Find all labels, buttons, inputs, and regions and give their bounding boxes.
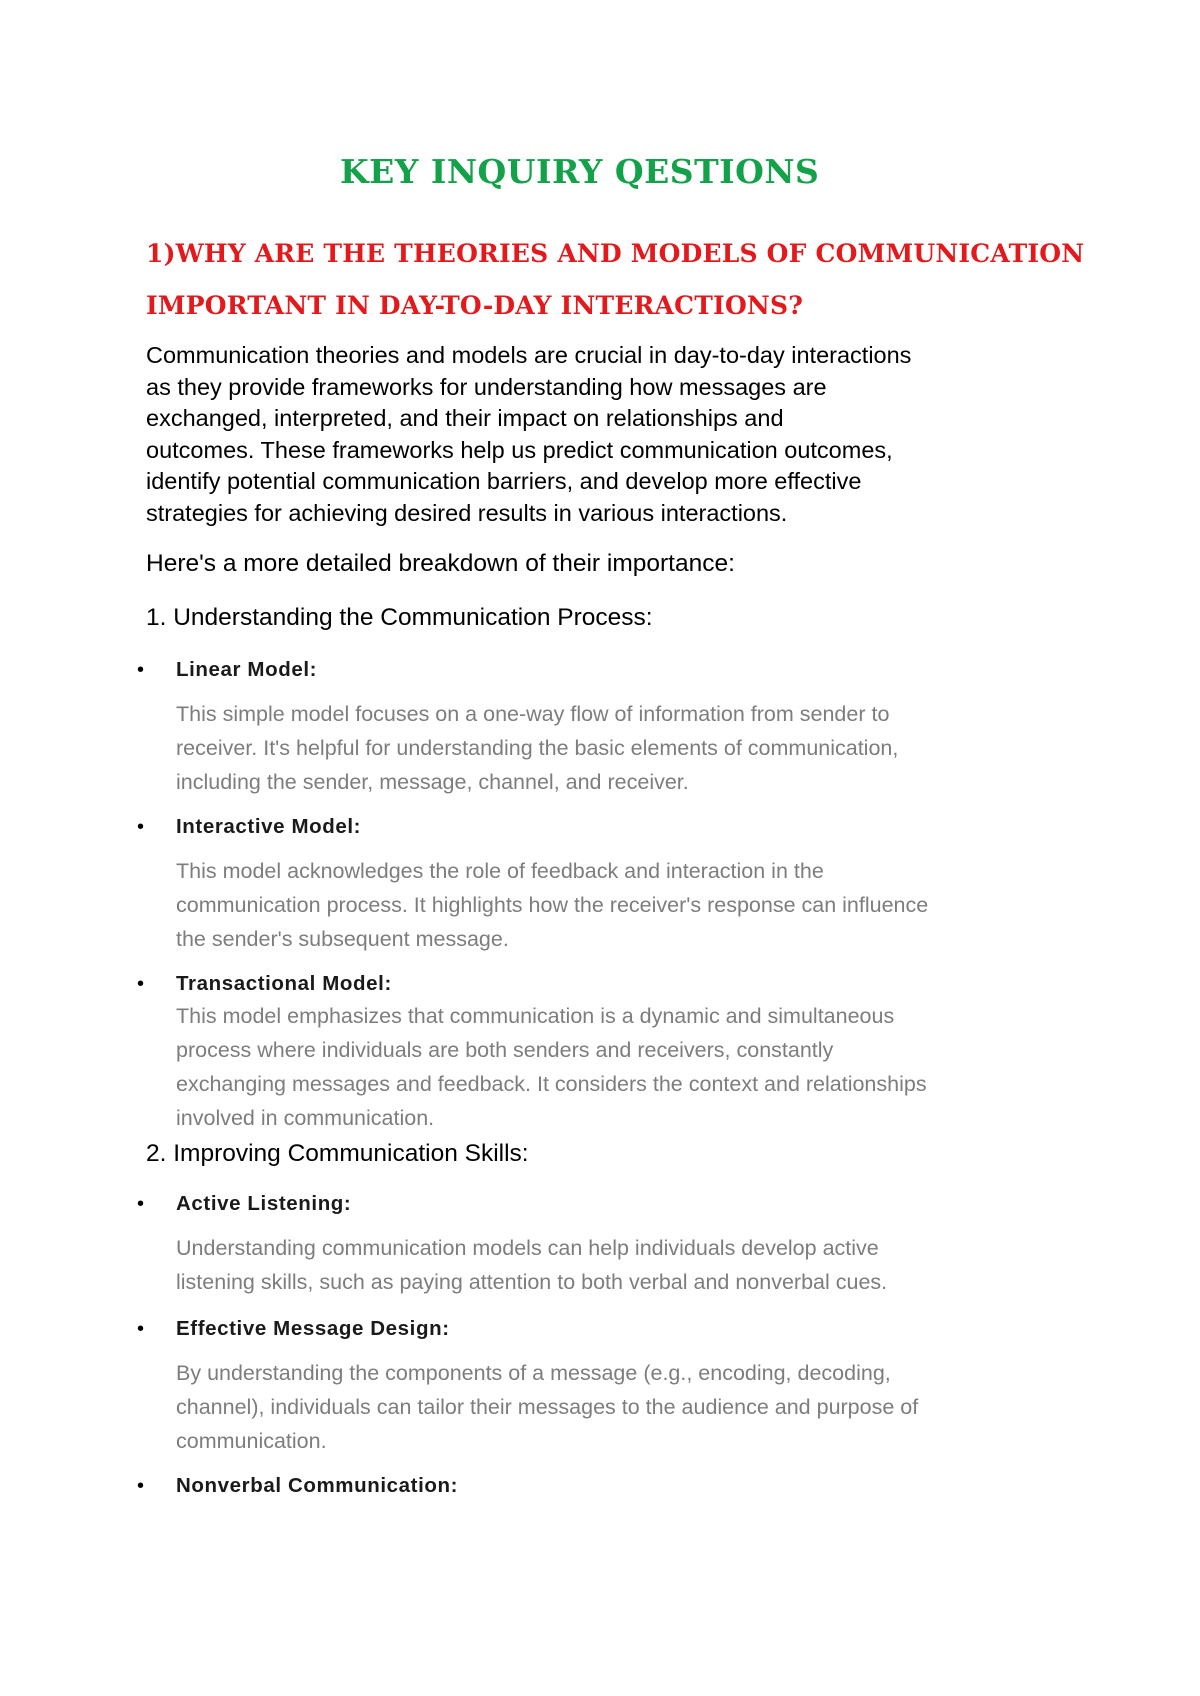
question-line: 1)WHY ARE THE THEORIES AND MODELS OF COMMUNICATION xyxy=(146,239,1085,268)
question-heading xyxy=(146,228,1085,332)
intro-line: exchanged, interpreted, and their impact on relationships and xyxy=(146,405,784,431)
document-title: KEY INQUIRY QESTIONS xyxy=(340,152,820,191)
item-line: the sender's subsequent message. xyxy=(176,927,509,951)
item-label: Transactional Model: xyxy=(176,972,392,995)
bullet-icon: • xyxy=(137,973,145,995)
item-label: Interactive Model: xyxy=(176,815,362,838)
item-line: exchanging messages and feedback. It considers the context and relationships xyxy=(176,1072,927,1096)
item-line: listening skills, such as paying attention to both verbal and nonverbal cues. xyxy=(176,1270,888,1294)
intro-paragraph xyxy=(146,340,1076,529)
section-heading: 1. Understanding the Communication Process: xyxy=(146,604,653,631)
item-description xyxy=(176,1231,1076,1299)
bullet-icon: • xyxy=(137,659,145,681)
item-line: Understanding communication models can help individuals develop active xyxy=(176,1236,879,1260)
item-line: involved in communication. xyxy=(176,1106,435,1130)
bullet-icon: • xyxy=(137,816,145,838)
item-line: channel), individuals can tailor their messages to the audience and purpose of xyxy=(176,1395,919,1419)
section-heading: 2. Improving Communication Skills: xyxy=(146,1140,529,1167)
bullet-icon: • xyxy=(137,1475,145,1497)
item-label: Effective Message Design: xyxy=(176,1317,450,1340)
intro-line: identify potential communication barriers, and develop more effective xyxy=(146,468,862,494)
item-line: communication. xyxy=(176,1429,327,1453)
item-description xyxy=(176,999,1076,1135)
item-description xyxy=(176,697,1076,799)
item-line: receiver. It's helpful for understanding the basic elements of communication, xyxy=(176,736,899,760)
bullet-icon: • xyxy=(137,1318,145,1340)
intro-line: Communication theories and models are crucial in day-to-day interactions xyxy=(146,342,912,368)
item-line: process where individuals are both senders and receivers, constantly xyxy=(176,1038,834,1062)
item-label: Linear Model: xyxy=(176,658,318,681)
bullet-icon: • xyxy=(137,1193,145,1215)
item-line: This simple model focuses on a one-way flow of information from sender to xyxy=(176,702,890,726)
item-line: communication process. It highlights how the receiver's response can influence xyxy=(176,893,929,917)
item-line: This model emphasizes that communication is a dynamic and simultaneous xyxy=(176,1004,895,1028)
intro-line: as they provide frameworks for understanding how messages are xyxy=(146,373,827,400)
item-line: This model acknowledges the role of feedback and interaction in the xyxy=(176,859,824,883)
item-description xyxy=(176,1356,1076,1458)
item-line: By understanding the components of a message (e.g., encoding, decoding, xyxy=(176,1361,891,1385)
question-line: IMPORTANT IN DAY-TO-DAY INTERACTIONS? xyxy=(146,291,804,320)
intro-line: outcomes. These frameworks help us predict communication outcomes, xyxy=(146,436,893,463)
intro-line: strategies for achieving desired results in various interactions. xyxy=(146,499,788,526)
lead-in-text: Here's a more detailed breakdown of their importance: xyxy=(146,550,735,577)
item-label: Active Listening: xyxy=(176,1192,352,1215)
item-description xyxy=(176,854,1076,956)
item-label: Nonverbal Communication: xyxy=(176,1474,459,1497)
item-line: including the sender, message, channel, and receiver. xyxy=(176,770,689,794)
